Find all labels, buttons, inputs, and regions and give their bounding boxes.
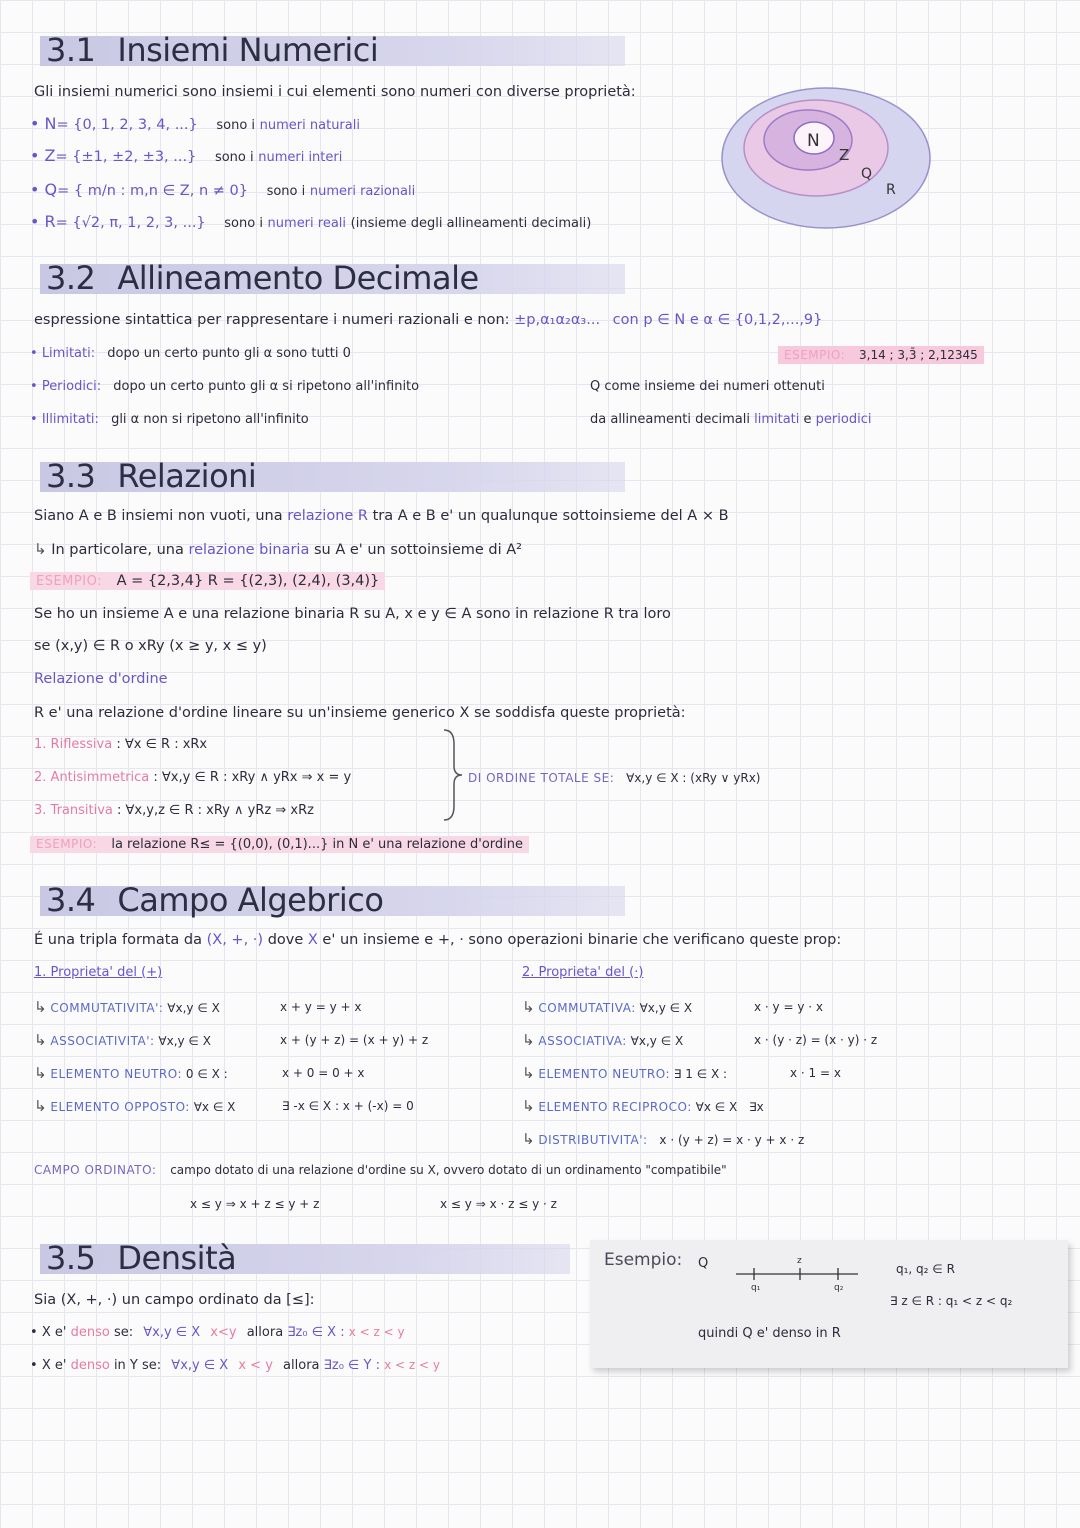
total-order-condition: DI ORDINE TOTALE SE: ∀x,y ∈ X : (xRy ∨ yRx) — [468, 771, 761, 785]
example-title: Esempio: — [604, 1250, 683, 1270]
sum-property-row: ↳ ASSOCIATIVITA': ∀x,y ∈ X — [34, 1031, 211, 1049]
venn-label-r: R — [886, 182, 896, 198]
product-property-row: ↳ ELEMENTO RECIPROCO: ∀x ∈ X ∃x — [522, 1097, 764, 1115]
product-property-row: ↳ ELEMENTO NEUTRO: ∃ 1 ∈ X : — [522, 1064, 728, 1082]
product-property-formula: x · (y · z) = (x · y) · z — [754, 1033, 878, 1047]
venn-label-q: Q — [861, 166, 873, 182]
sum-properties-heading: 1. Proprieta' del (+) — [34, 965, 163, 980]
product-property-formula: x · y = y · x — [754, 1000, 823, 1014]
product-properties-heading: 2. Proprieta' del (·) — [522, 965, 644, 980]
binary-relation-definition: ↳ In particolare, una relazione binaria su A e' un sottoinsieme di A² — [34, 540, 522, 558]
density-in-y-definition: • X e' denso in Y se: ∀x,y ∈ X x < y allora ∃z₀ ∈ Y : x < z < y — [30, 1358, 440, 1373]
density-example-box — [590, 1240, 1068, 1368]
property-antisimmetrica: 2. Antisimmetrica : ∀x,y ∈ R : xRy ∧ yRx ⇒ x = y — [34, 770, 352, 785]
sum-property-formula: x + (y + z) = (x + y) + z — [280, 1033, 429, 1047]
product-property-row: ↳ COMMUTATIVA: ∀x,y ∈ X — [522, 998, 693, 1016]
number-line-q1: q₁ — [751, 1283, 761, 1292]
decimal-item-illimitati: • Illimitati: gli α non si ripetono all'infinito — [30, 412, 309, 427]
order-relation-text: R e' una relazione d'ordine lineare su un'insieme generico X se soddisfa queste proprietà: — [34, 705, 686, 721]
relation-text: se (x,y) ∈ R o xRy (x ≥ y, x ≤ y) — [34, 638, 267, 654]
set-item-z: • Z= {±1, ±2, ±3, ...} sono i numeri interi — [30, 146, 343, 165]
decimal-note-2: da allineamenti decimali limitati e periodici — [590, 412, 872, 427]
example-conclusion: quindi Q e' denso in R — [698, 1326, 841, 1341]
brace — [440, 728, 464, 822]
property-transitiva: 3. Transitiva : ∀x,y,z ∈ R : xRy ∧ yRz ⇒ xRz — [34, 803, 314, 818]
section-heading-3-4: 3.4 Campo Algebrico — [46, 881, 384, 919]
density-intro: Sia (X, +, ·) un campo ordinato da [≤]: — [34, 1292, 315, 1308]
venn-diagram — [718, 82, 934, 232]
section-heading-3-2: 3.2 Allineamento Decimale — [46, 259, 479, 297]
number-line-q2: q₂ — [834, 1283, 844, 1292]
number-line — [732, 1248, 862, 1292]
ordered-field-formula-sum: x ≤ y ⇒ x + z ≤ y + z — [190, 1197, 320, 1211]
product-property-formula: x · 1 = x — [790, 1066, 841, 1080]
set-item-q: • Q= { m/n : m,n ∈ Z, n ≠ 0} sono i numeri razionali — [30, 180, 416, 199]
sum-property-row: ↳ COMMUTATIVITA': ∀x,y ∈ X — [34, 998, 220, 1016]
section-heading-3-5: 3.5 Densità — [46, 1239, 237, 1277]
intro-text: Gli insiemi numerici sono insiemi i cui elementi sono numeri con diverse proprietà: — [34, 84, 636, 100]
product-property-row: ↳ ASSOCIATIVA: ∀x,y ∈ X — [522, 1031, 684, 1049]
sum-property-row: ↳ ELEMENTO NEUTRO: 0 ∈ X : — [34, 1064, 228, 1082]
sum-property-formula: ∃ -x ∈ X : x + (-x) = 0 — [282, 1099, 414, 1113]
number-line-z: z — [797, 1256, 802, 1266]
set-item-n: • N= {0, 1, 2, 3, 4, ...} sono i numeri naturali — [30, 114, 360, 133]
density-definition: • X e' denso se: ∀x,y ∈ X x<y allora ∃z₀ ∈ X : x < z < y — [30, 1325, 405, 1340]
order-example: ESEMPIO: la relazione R≤ = {(0,0), (0,1)...} in N e' una relazione d'ordine — [30, 836, 529, 853]
section-heading-3-3: 3.3 Relazioni — [46, 457, 257, 495]
sum-property-formula: x + y = y + x — [280, 1000, 362, 1014]
property-riflessiva: 1. Riflessiva : ∀x ∈ R : xRx — [34, 737, 208, 752]
venn-label-z: Z — [839, 146, 850, 164]
field-definition: É una tripla formata da (X, +, ·) dove X e' un insieme e +, · sono operazioni binarie che verificano queste prop: — [34, 932, 842, 948]
sum-property-formula: x + 0 = 0 + x — [282, 1066, 365, 1080]
example-condition-1: q₁, q₂ ∈ R — [896, 1262, 955, 1276]
section-heading-3-1: 3.1 Insiemi Numerici — [46, 31, 379, 69]
decimal-item-periodici: • Periodici: dopo un certo punto gli α si ripetono all'infinito — [30, 379, 420, 394]
order-relation-subheading: Relazione d'ordine — [34, 671, 168, 687]
example-condition-2: ∃ z ∈ R : q₁ < z < q₂ — [890, 1294, 1013, 1308]
ordered-field-definition: CAMPO ORDINATO: campo dotato di una relazione d'ordine su X, ovvero dotato di un ordinamento "compatibile" — [34, 1163, 727, 1177]
relation-text: Se ho un insieme A e una relazione binaria R su A, x e y ∈ A sono in relazione R tra loro — [34, 606, 671, 622]
relation-example: ESEMPIO: A = {2,3,4} R = {(2,3), (2,4), (3,4)} — [30, 572, 385, 590]
decimal-note-1: Q come insieme dei numeri ottenuti — [590, 379, 825, 394]
sum-property-row: ↳ ELEMENTO OPPOSTO: ∀x ∈ X — [34, 1097, 236, 1115]
venn-label-n: N — [807, 131, 820, 151]
decimal-item-limitati: • Limitati: dopo un certo punto gli α sono tutti 0 — [30, 346, 351, 361]
product-property-row: ↳ DISTRIBUTIVITA': x · (y + z) = x · y + x · z — [522, 1130, 805, 1148]
decimal-example: ESEMPIO: 3,14 ; 3,3̄ ; 2,12345 — [778, 346, 984, 364]
set-item-r: • R= {√2, π, 1, 2, 3, ...} sono i numeri reali (insieme degli allineamenti decimali) — [30, 212, 592, 231]
relation-definition: Siano A e B insiemi non vuoti, una relazione R tra A e B e' un qualunque sottoinsieme del A × B — [34, 508, 729, 524]
decimal-definition: espressione sintattica per rappresentare i numeri razionali e non: ±p,α₁α₂α₃... con p ∈ N e α ∈ {0,1,2,...,9} — [34, 312, 823, 328]
example-set-q: Q — [698, 1256, 709, 1271]
ordered-field-formula-product: x ≤ y ⇒ x · z ≤ y · z — [440, 1197, 557, 1211]
